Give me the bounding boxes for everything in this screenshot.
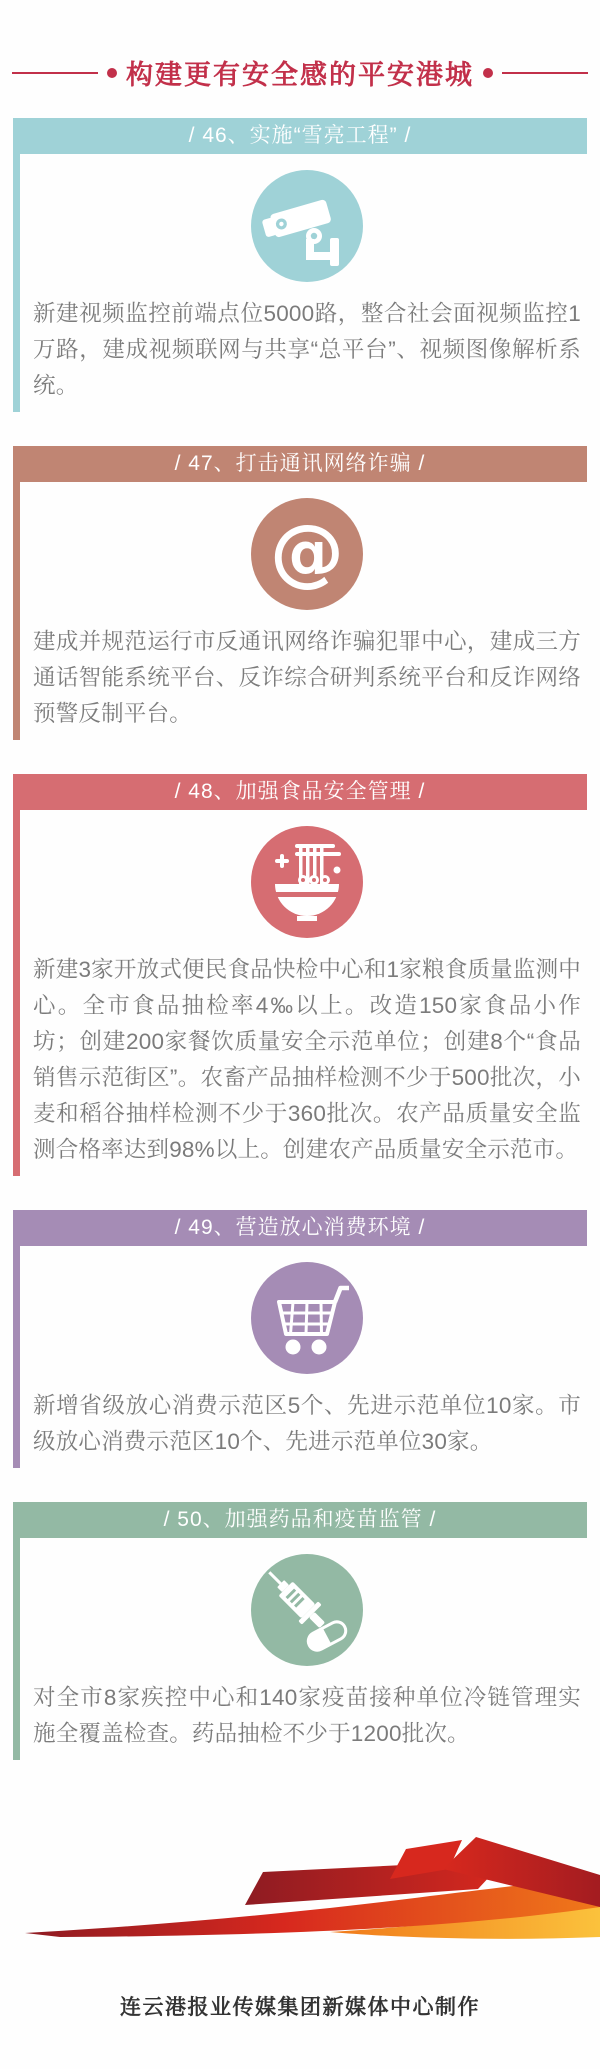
cctv-camera-icon	[251, 170, 363, 282]
section-48-text: 新建3家开放式便民食品快检中心和1家粮食质量监测中心。全市食品抽检率4‰以上。改造150家食品小作坊；创建200家餐饮质量安全示范单位；创建8个“食品销售示范街区”。农畜产品抽样检测不少于500批次，小麦和稻谷抽样检测不少于360批次。农产品质量安全监测合格率达到98%以上。创建农产品质量安全示范市。	[33, 957, 581, 1162]
title-rule-right	[502, 72, 588, 74]
section-50	[13, 1502, 587, 1760]
section-48-body	[13, 810, 587, 1176]
title-bullet-left	[107, 68, 117, 78]
section-47-text: 建成并规范运行市反通讯网络诈骗犯罪中心，建成三方通话智能系统平台、反诈综合研判系统平台和反诈网络预警反制平台。	[33, 629, 581, 726]
noodle-bowl-icon	[251, 826, 363, 938]
section-49-text: 新增省级放心消费示范区5个、先进示范单位10家。市级放心消费示范区10个、先进示范单位30家。	[33, 1393, 581, 1454]
section-47	[13, 446, 587, 740]
section-50-body	[13, 1538, 587, 1760]
syringe-pill-icon	[251, 1554, 363, 1666]
section-46-text: 新建视频监控前端点位5000路，整合社会面视频监控1万路，建成视频联网与共享“总平台”、视频图像解析系统。	[33, 301, 581, 398]
title-rule-left	[12, 72, 98, 74]
section-46-body	[13, 154, 587, 412]
credit-line: 连云港报业传媒集团新媒体中心制作	[120, 1996, 480, 2019]
title-bullet-right	[483, 68, 493, 78]
page-title: 构建更有安全感的平安港城	[126, 60, 474, 90]
at-sign-icon	[251, 498, 363, 610]
section-49-body	[13, 1246, 587, 1468]
section-50-header: / 50、加强药品和疫苗监管 /	[13, 1502, 587, 1538]
page-title-row	[0, 0, 600, 90]
section-48-header: / 48、加强食品安全管理 /	[13, 774, 587, 810]
section-46	[13, 118, 587, 412]
section-49	[13, 1210, 587, 1468]
section-49-header: / 49、营造放心消费环境 /	[13, 1210, 587, 1246]
shopping-cart-icon	[251, 1262, 363, 1374]
section-47-header: / 47、打击通讯网络诈骗 /	[13, 446, 587, 482]
section-47-body	[13, 482, 587, 740]
section-46-header: / 46、实施“雪亮工程” /	[13, 118, 587, 154]
at-sign-glyph: @	[270, 509, 344, 595]
section-50-text: 对全市8家疾控中心和140家疫苗接种单位冷链管理实施全覆盖检查。药品抽检不少于1200批次。	[33, 1685, 581, 1746]
section-48	[13, 774, 587, 1176]
footer-mountain-swoosh-art	[0, 1833, 600, 1955]
